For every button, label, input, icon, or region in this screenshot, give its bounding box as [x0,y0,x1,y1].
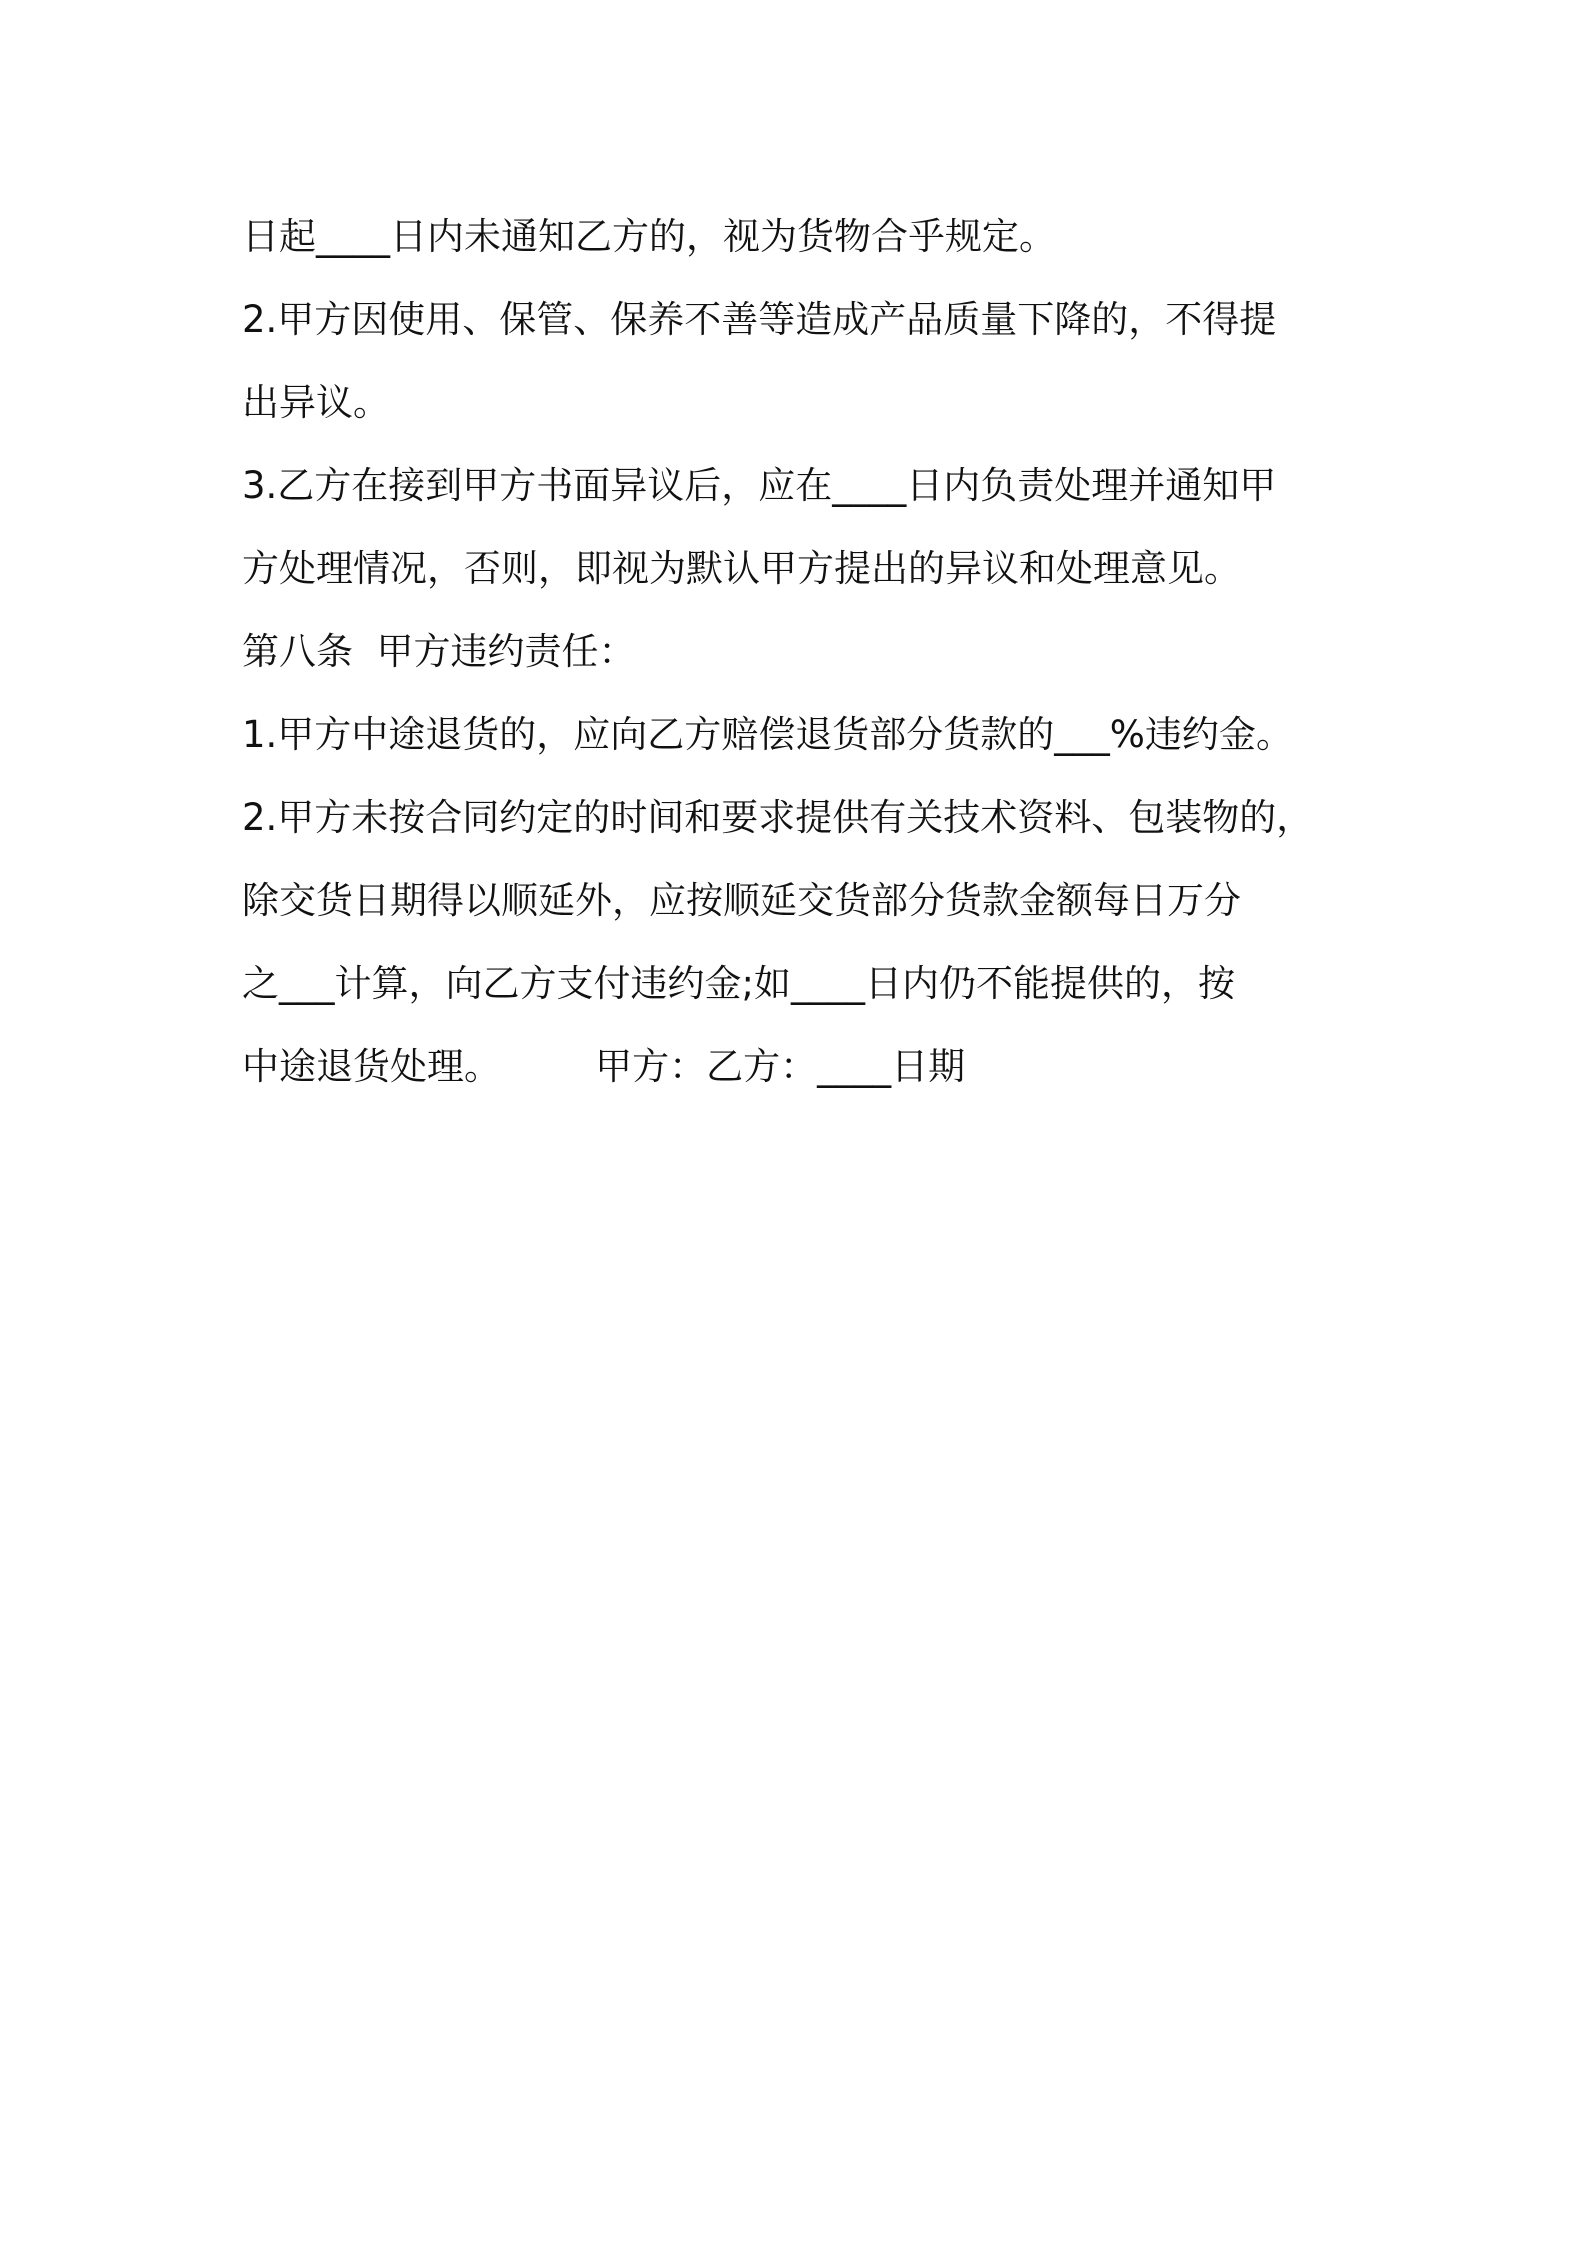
paragraph-line-4: 3.乙方在接到甲方书面异议后，应在____日内负责处理并通知甲 [242,464,1277,507]
paragraph-line-10: 之___计算，向乙方支付违约金;如____日内仍不能提供的，按 [242,962,1235,1005]
signature-line: 中途退货处理。 甲方：乙方：____日期 [242,1045,966,1088]
article-heading: 第八条 甲方违约责任： [242,630,636,673]
paragraph-line-1: 日起____日内未通知乙方的，视为货物合乎规定。 [242,215,1056,258]
paragraph-line-3: 出异议。 [242,381,390,424]
paragraph-line-8: 2.甲方未按合同约定的时间和要求提供有关技术资料、包装物的， [242,796,1314,839]
paragraph-line-9: 除交货日期得以顺延外，应按顺延交货部分货款金额每日万分 [242,879,1241,922]
paragraph-line-7: 1.甲方中途退货的，应向乙方赔偿退货部分货款的___%违约金。 [242,713,1293,756]
document-body [242,195,1392,1108]
paragraph-line-5: 方处理情况，否则，即视为默认甲方提出的异议和处理意见。 [242,547,1241,590]
paragraph-line-2: 2.甲方因使用、保管、保养不善等造成产品质量下降的，不得提 [242,298,1277,341]
